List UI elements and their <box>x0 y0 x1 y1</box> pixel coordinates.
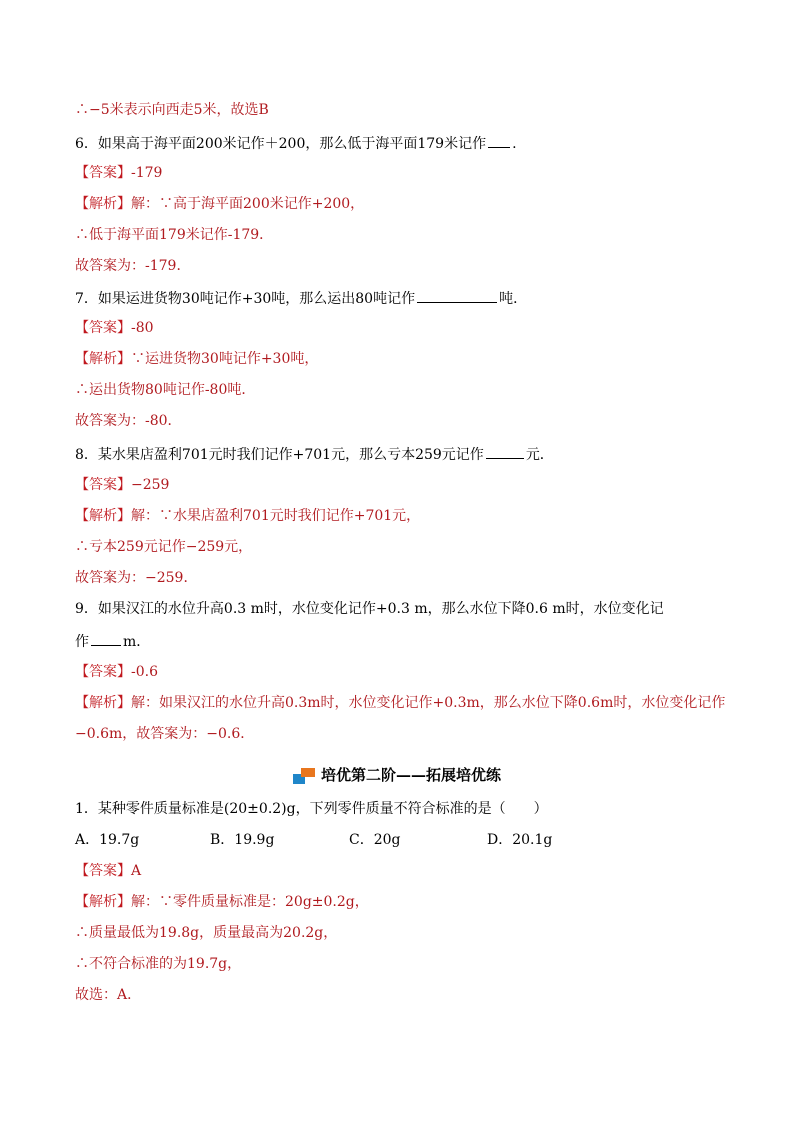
answer-line <box>75 319 154 337</box>
answer-tag: 【答案】 <box>75 165 131 181</box>
explanation-line <box>75 694 725 712</box>
explanation-text: 解：∵水果店盈利701元时我们记作+701元， <box>131 508 421 524</box>
answer-blank <box>417 288 497 303</box>
question-9-continued <box>75 631 150 651</box>
explanation-text: 解：∵零件质量标准是：20g±0.2g， <box>131 894 369 910</box>
question-text: 6．如果高于海平面200米记作＋200，那么低于海平面179米记作 <box>75 136 487 152</box>
explanation-tag: 【解析】 <box>75 196 131 212</box>
question-7 <box>75 288 527 308</box>
question-p1: 1．某种零件质量标准是(20±0.2)g，下列零件质量不符合标准的是（ ） <box>75 801 548 817</box>
option-d: D．20.1g <box>487 832 553 848</box>
explanation-tag: 【解析】 <box>75 508 131 524</box>
answer-blank <box>486 444 524 459</box>
question-text: 元． <box>525 447 554 463</box>
answer-tag: 【答案】 <box>75 477 131 493</box>
solution-line: −0.6m，故答案为：−0.6． <box>75 726 255 742</box>
section-heading <box>0 765 794 785</box>
solution-line: 故答案为：−259． <box>75 570 198 586</box>
options-row <box>75 831 635 849</box>
answer-tag: 【答案】 <box>75 664 131 680</box>
solution-line: ∴不符合标准的为19.7g， <box>75 956 242 972</box>
answer-line <box>75 164 162 182</box>
question-text: m． <box>123 634 151 650</box>
explanation-tag: 【解析】 <box>75 695 131 711</box>
solution-line: ∴−5米表示向西走5米，故选B <box>75 102 269 118</box>
explanation-tag: 【解析】 <box>75 351 131 367</box>
answer-value: A <box>131 863 142 879</box>
answer-line <box>75 862 141 880</box>
answer-tag: 【答案】 <box>75 320 131 336</box>
question-9: 9．如果汉江的水位升高0.3 m时，水位变化记作+0.3 m，那么水位下降0.6 m时，水位变化记 <box>75 601 664 617</box>
explanation-text: 解：∵高于海平面200米记作+200， <box>131 196 365 212</box>
question-text: 8．某水果店盈利701元时我们记作+701元，那么亏本259元记作 <box>75 447 484 463</box>
solution-line: 故答案为：-80． <box>75 413 182 429</box>
solution-line: ∴低于海平面179米记作-179． <box>75 227 274 243</box>
question-text: 吨． <box>499 291 528 307</box>
option-a: A．19.7g <box>75 832 140 848</box>
answer-blank <box>91 631 121 646</box>
question-text: . <box>512 136 517 152</box>
explanation-line <box>75 893 369 911</box>
question-text: 7．如果运进货物30吨记作+30吨，那么运出80吨记作 <box>75 291 416 307</box>
option-c: C．20g <box>349 832 401 848</box>
answer-line <box>75 476 169 494</box>
question-6 <box>75 133 517 153</box>
explanation-text: ∵运进货物30吨记作+30吨， <box>131 351 319 367</box>
question-text: 作 <box>75 634 89 650</box>
solution-line: 故选：A． <box>75 987 142 1003</box>
solution-line: ∴运出货物80吨记作-80吨． <box>75 382 256 398</box>
answer-value: -179 <box>131 165 163 181</box>
answer-value: -80 <box>131 320 154 336</box>
answer-line <box>75 663 158 681</box>
solution-line: ∴质量最低为19.8g，质量最高为20.2g， <box>75 925 338 941</box>
answer-tag: 【答案】 <box>75 863 131 879</box>
explanation-tag: 【解析】 <box>75 894 131 910</box>
explanation-text: 解：如果汉江的水位升高0.3m时，水位变化记作+0.3m，那么水位下降0.6m时，水位变化记作 <box>131 695 726 711</box>
question-8 <box>75 444 554 464</box>
solution-line: 故答案为：-179． <box>75 258 191 274</box>
explanation-line <box>75 507 420 525</box>
explanation-line <box>75 195 364 213</box>
stairs-icon <box>293 768 317 784</box>
option-b: B．19.9g <box>210 832 275 848</box>
solution-line: ∴亏本259元记作−259元， <box>75 539 253 555</box>
section-heading-text: 培优第二阶——拓展培优练 <box>320 766 501 784</box>
explanation-line <box>75 350 318 368</box>
answer-value: -0.6 <box>131 664 158 680</box>
answer-blank <box>488 133 510 148</box>
answer-value: −259 <box>131 477 170 493</box>
